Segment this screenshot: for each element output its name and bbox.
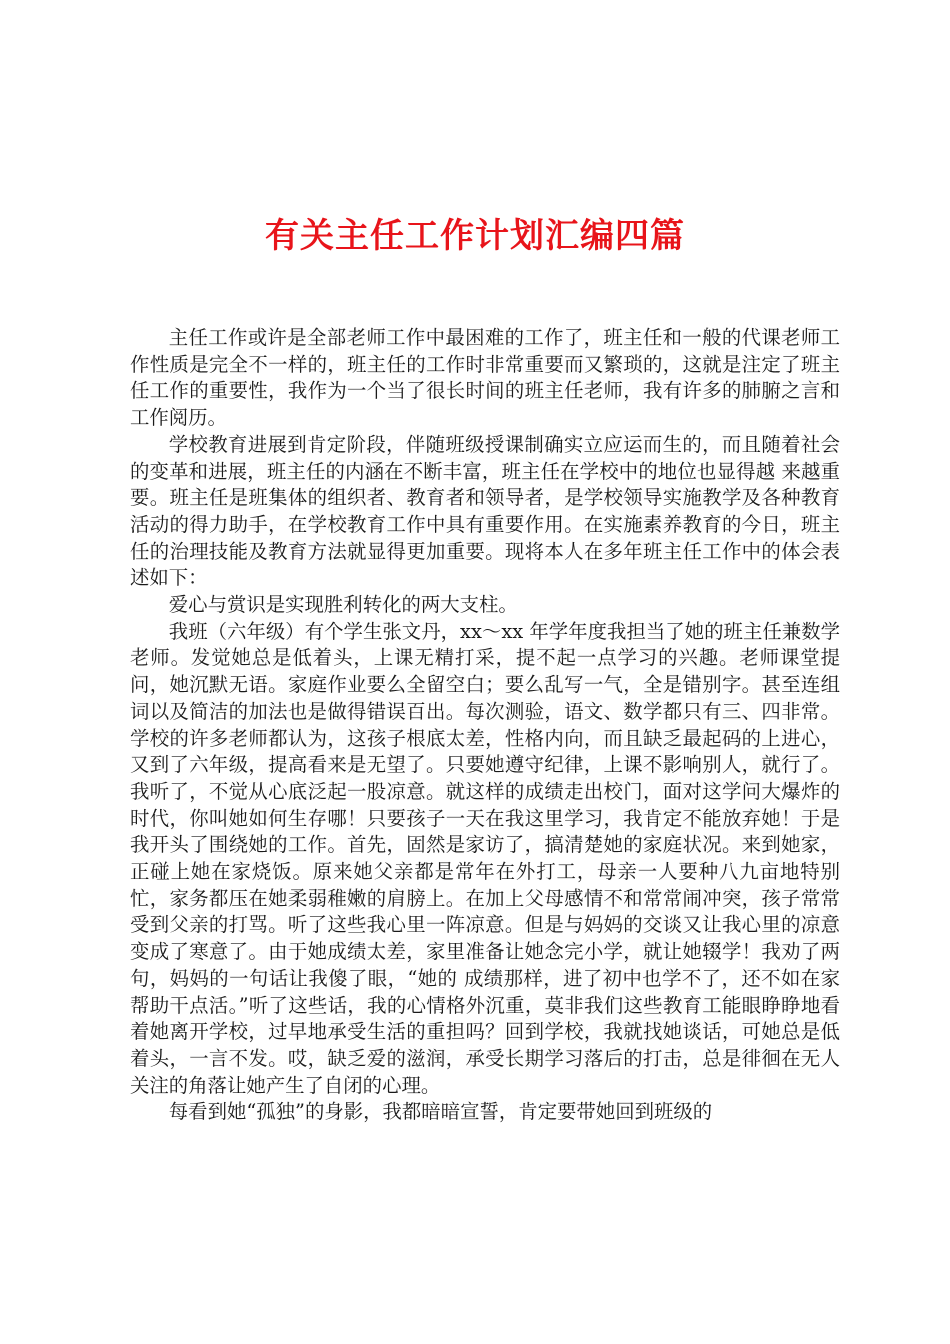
document-title: 有关主任工作计划汇编四篇 — [265, 216, 685, 256]
paragraph-1: 主任工作或许是全部老师工作中最困难的工作了，班主任和一般的代课老师工作性质是完全不一样的，班主任的工作时非常重要而又繁琐的，这就是注定了班主任工作的重要性，我作为一个当了很长时间的班主任老师，我有许多的肺腑之言和工作阅历。 — [130, 326, 840, 430]
paragraph-5: 每看到她“孤独”的身影，我都暗暗宣誓，肯定要带她回到班级的 — [168, 1100, 713, 1124]
paragraph-2: 学校教育进展到肯定阶段，伴随班级授课制确实立应运而生的，而且随着社会的变革和进展，班主任的内涵在不断丰富，班主任在学校中的地位也显得越 来越重要。班主任是班集体的组织者、教育者和领导者，是学校领导实施教学及各种教育活动的得力助手，在学校教育工作中具有重要作用。在实施素养教育的今日，班主任的治理技能及教育方法就显得更加重要。现将本人在多年班主任工作中的体会表述如下： — [130, 432, 840, 590]
paragraph-3: 爱心与赏识是实现胜利转化的两大支柱。 — [168, 593, 518, 617]
document-body — [130, 325, 840, 1126]
paragraph-4: 我班（六年级）有个学生张文丹，xx～xx 年学年度我担当了她的班主任兼数学老师。发觉她总是低着头，上课无精打采，提不起一点学习的兴趣。老师课堂提问，她沉默无语。家庭作业要么全留空白；要么乱写一气，全是错别字。甚至连组词以及简洁的加法也是做得错误百出。每次测验，语文、数学都只有三、四非常。学校的许多老师都认为，这孩子根底太差，性格内向，而且缺乏最起码的上进心，又到了六年级，提高看来是无望了。只要她遵守纪律，上课不影响别人，就行了。我听了，不觉从心底泛起一股凉意。就这样的成绩走出校门，面对这学问大爆炸的时代，你叫她如何生存哪！只要孩子一天在我这里学习，我肯定不能放弃她！于是我开头了围绕她的工作。首先，固然是家访了，搞清楚她的家庭状况。来到她家，正碰上她在家烧饭。原来她父亲都是常年在外打工，母亲一人要种八九亩地特别忙，家务都压在她柔弱稚嫩的肩膀上。在加上父母感情不和常常闹冲突，孩子常常受到父亲的打骂。听了这些我心里一阵凉意。但是与妈妈的交谈又让我心里的凉意变成了寒意了。由于她成绩太差，家里准备让她念完小学，就让她辍学！我劝了两句，妈妈的一句话让我傻了眼，“她的 成绩那样，进了初中也学不了，还不如在家帮助干点活。”听了这些话，我的心情格外沉重，莫非我们这些教育工能眼睁睁地看着她离开学校，过早地承受生活的重担吗？回到学校，我就找她谈话，可她总是低着头，一言不发。哎，缺乏爱的滋润，承受长期学习落后的打击，总是徘徊在无人关注的角落让她产生了自闭的心理。 — [130, 619, 840, 1097]
